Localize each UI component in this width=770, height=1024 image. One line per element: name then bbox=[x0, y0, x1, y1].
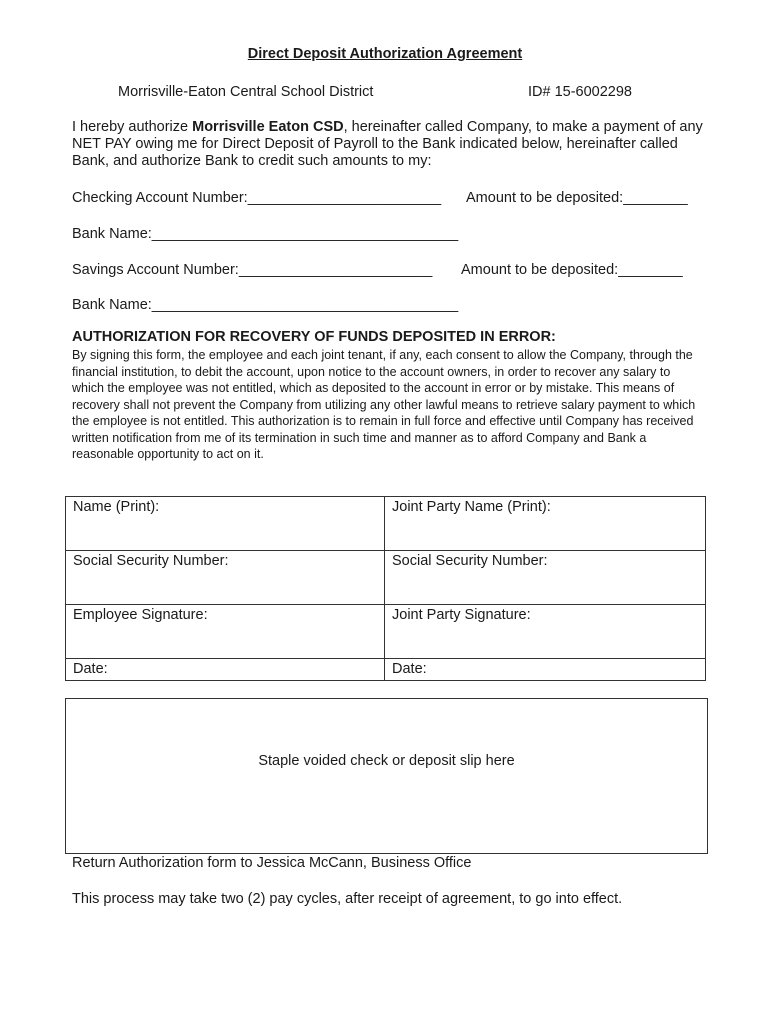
authorization-intro bbox=[72, 119, 712, 170]
table-row bbox=[66, 551, 706, 605]
savings-account-field[interactable]: Savings Account Number:________________________ bbox=[72, 262, 433, 278]
joint-ssn-cell[interactable]: Social Security Number: bbox=[385, 551, 706, 605]
staple-instruction: Staple voided check or deposit slip here bbox=[258, 753, 515, 769]
form-title: Direct Deposit Authorization Agreement bbox=[247, 46, 523, 62]
intro-company: Morrisville Eaton CSD bbox=[192, 119, 344, 135]
checking-account-field[interactable]: Checking Account Number:________________________ bbox=[72, 190, 442, 206]
table-row bbox=[66, 605, 706, 659]
name-print-cell[interactable]: Name (Print): bbox=[66, 497, 385, 551]
table-row bbox=[66, 497, 706, 551]
intro-before: I hereby authorize bbox=[72, 119, 193, 135]
authorization-heading: AUTHORIZATION FOR RECOVERY OF FUNDS DEPOSITED IN ERROR: bbox=[72, 329, 556, 345]
savings-amount-field[interactable]: Amount to be deposited:________ bbox=[461, 262, 683, 278]
signature-table bbox=[65, 496, 706, 681]
staple-check-box bbox=[65, 698, 708, 854]
table-row bbox=[66, 659, 706, 681]
return-instruction: Return Authorization form to Jessica McCann, Business Office bbox=[72, 855, 472, 871]
bank-name-field-2[interactable]: Bank Name:______________________________________ bbox=[72, 297, 459, 313]
district-id: ID# 15-6002298 bbox=[528, 84, 632, 100]
bank-name-field-1[interactable]: Bank Name:______________________________________ bbox=[72, 226, 459, 242]
intro-after: , hereinafter called Company, to make a payment of any NET PAY owing me for Direct Deposit of Payroll to the Bank indicated below, hereinafter called Bank, and authorize Bank to credit such amounts to my: bbox=[72, 119, 703, 169]
joint-name-print-cell[interactable]: Joint Party Name (Print): bbox=[385, 497, 706, 551]
ssn-cell[interactable]: Social Security Number: bbox=[66, 551, 385, 605]
checking-amount-field[interactable]: Amount to be deposited:________ bbox=[466, 190, 688, 206]
processing-note: This process may take two (2) pay cycles, after receipt of agreement, to go into effect. bbox=[72, 891, 623, 907]
authorization-body: By signing this form, the employee and each joint tenant, if any, each consent to allow the Company, through the financial institution, to debit the account, upon notice to the account owners, in order to recover any salary to which the employee was not entitled, which as deposited to the account in error or by mistake. This means of recovery shall not prevent the Company from utilizing any other lawful means to retrieve salary payment to which the employee is not entitled. This authorization is to remain in full force and effective until Company has received written notification from me of its termination in such time and manner as to afford Company and Bank a reasonable opportunity to act on it. bbox=[72, 348, 696, 461]
date-cell[interactable]: Date: bbox=[66, 659, 385, 681]
joint-date-cell[interactable]: Date: bbox=[385, 659, 706, 681]
joint-signature-cell[interactable]: Joint Party Signature: bbox=[385, 605, 706, 659]
employee-signature-cell[interactable]: Employee Signature: bbox=[66, 605, 385, 659]
district-name: Morrisville-Eaton Central School District bbox=[118, 84, 374, 100]
